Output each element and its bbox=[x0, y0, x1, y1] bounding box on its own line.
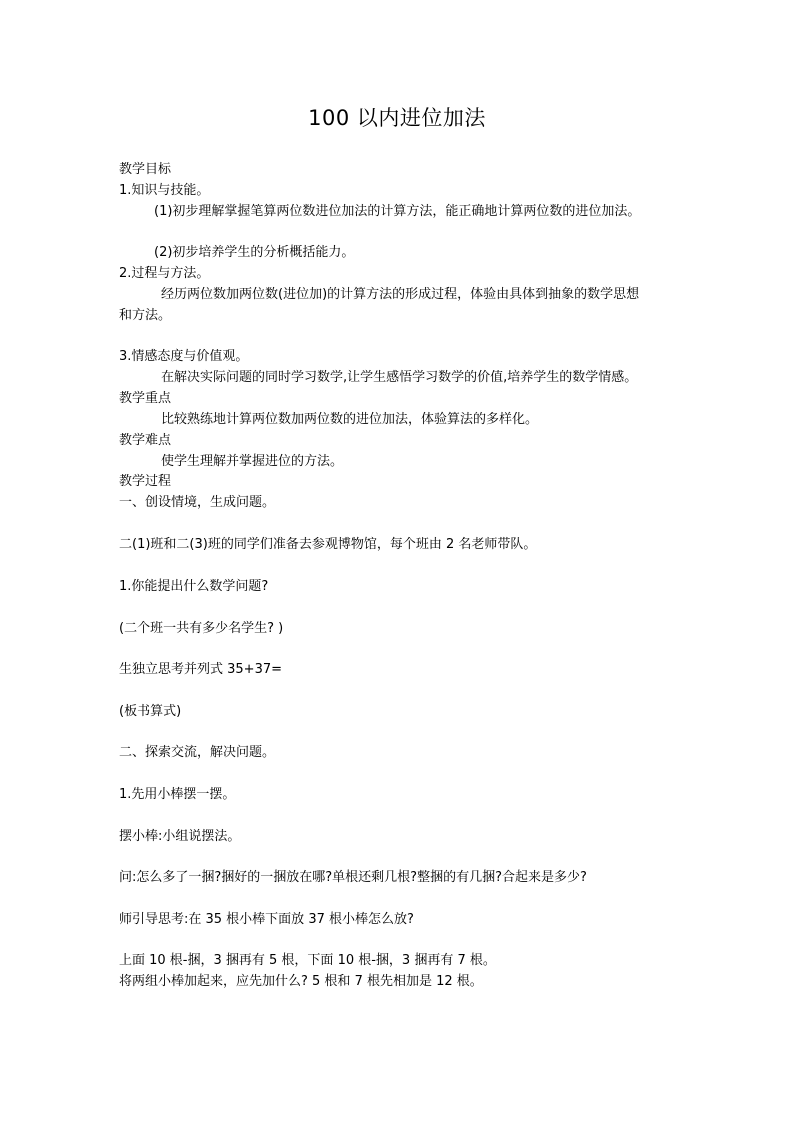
section-1-heading: 一、创设情境，生成问题。 bbox=[119, 495, 276, 510]
goal-1-item-2: (2)初步培养学生的分析概括能力。 bbox=[154, 245, 355, 260]
scenario-text: 二(1)班和二(3)班的同学们准备去参观博物馆，每个班由 2 名老师带队。 bbox=[119, 537, 537, 552]
heading-teaching-process: 教学过程 bbox=[119, 474, 172, 489]
student-equation: 生独立思考并列式 35+37= bbox=[119, 662, 283, 677]
section-2-heading: 二、探索交流，解决问题。 bbox=[119, 745, 276, 760]
sticks-addition: 将两组小棒加起来，应先加什么? 5 根和 7 根先相加是 12 根。 bbox=[119, 974, 483, 989]
key-points-text: 比较熟练地计算两位数加两位数的进位加法，体验算法的多样化。 bbox=[161, 412, 539, 427]
document-title: 100 以内进位加法 bbox=[308, 106, 486, 130]
question-1-answer: (二个班一共有多少名学生? ) bbox=[119, 621, 284, 636]
sticks-arrangement: 摆小棒:小组说摆法。 bbox=[119, 829, 241, 844]
difficulties-text: 使学生理解并掌握进位的方法。 bbox=[161, 454, 344, 469]
goal-3-heading: 3.情感态度与价值观。 bbox=[119, 349, 249, 364]
heading-teaching-goals: 教学目标 bbox=[119, 162, 172, 177]
goal-2-heading: 2.过程与方法。 bbox=[119, 266, 210, 281]
board-note: (板书算式) bbox=[119, 704, 182, 719]
heading-key-points: 教学重点 bbox=[119, 391, 172, 406]
question-1: 1.你能提出什么数学问题? bbox=[119, 579, 269, 594]
goal-2-text: 经历两位数加两位数(进位加)的计算方法的形成过程，体验由具体到抽象的数学思想 bbox=[161, 287, 640, 302]
goal-1-heading: 1.知识与技能。 bbox=[119, 183, 210, 198]
goal-2-text-cont: 和方法。 bbox=[119, 308, 172, 323]
goal-3-text: 在解决实际问题的同时学习数学,让学生感悟学习数学的价值,培养学生的数学情感。 bbox=[161, 370, 638, 385]
teacher-guidance: 师引导思考:在 35 根小棒下面放 37 根小棒怎么放? bbox=[119, 912, 414, 927]
goal-1-item-1: (1)初步理解掌握笔算两位数进位加法的计算方法，能正确地计算两位数的进位加法。 bbox=[154, 204, 641, 219]
heading-difficulties: 教学难点 bbox=[119, 433, 172, 448]
step-1: 1.先用小棒摆一摆。 bbox=[119, 787, 236, 802]
questions-line: 问:怎么多了一捆?捆好的一捆放在哪?单根还剩几根?整捆的有几捆?合起来是多少? bbox=[119, 870, 587, 885]
sticks-description: 上面 10 根-捆，3 捆再有 5 根，下面 10 根-捆，3 捆再有 7 根。 bbox=[119, 953, 496, 968]
